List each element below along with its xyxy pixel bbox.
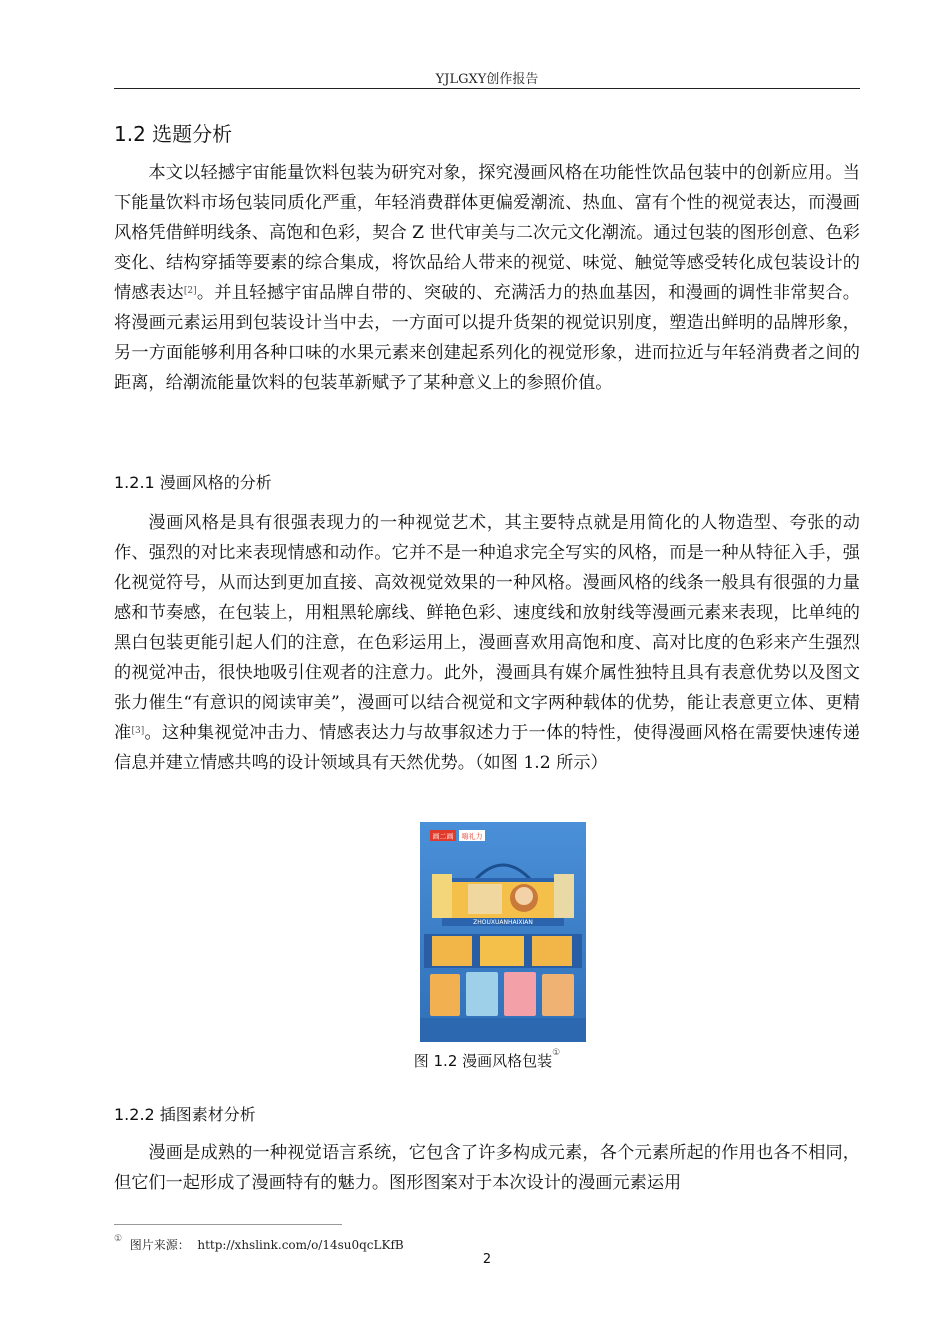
paragraph-text: 。并且轻撼宇宙品牌自带的、突破的、充满活力的热血基因，和漫画的调性非常契合。将漫画元素运用到包装设计当中去，一方面可以提升货架的视觉识别度，塑造出鲜明的品牌形象，另一方面能够利用各种口味的水果元素来创建起系列化的视觉形象，进而拉近与年轻消费者之间的距离，给潮流能量饮料的包装革新赋予了某种意义上的参照价值。: [114, 283, 860, 393]
paragraph-text: 本文以轻撼宇宙能量饮料包装为研究对象，探究漫画风格在功能性饮品包装中的创新应用。当下能量饮料市场包装同质化严重，年轻消费群体更偏爱潮流、热血、富有个性的视觉表达，而漫画风格凭借鲜明线条、高饱和色彩，契合 Z 世代审美与二次元文化潮流。通过包装的图形创意、色彩变化、结构穿插等要素的综合集成，将饮品给人带来的视觉、味觉、触觉等感受转化成包装设计的情感表达: [114, 163, 860, 303]
figure-package-text: ZHOUXUANHAIXIAN: [473, 919, 533, 926]
comic-packaging-photo: [420, 822, 586, 1042]
paragraph-text: 。这种集视觉冲击力、情感表达力与故事叙述力于一体的特性，使得漫画风格在需要快速传递信息并建立情感共鸣的设计领域具有天然优势。（如图 1.2 所示）: [114, 723, 860, 773]
footnote-mark[interactable]: ①: [552, 1048, 561, 1058]
section-title: 1.2 选题分析: [114, 122, 233, 146]
footnote: [114, 1236, 404, 1253]
subsection-title-illustration: 1.2.2 插图素材分析: [114, 1105, 256, 1124]
figure-label-right: 嗨礼力: [461, 832, 483, 841]
paragraph-text: 漫画风格是具有很强表现力的一种视觉艺术，其主要特点就是用简化的人物造型、夸张的动作、强烈的对比来表现情感和动作。它并不是一种追求完全写实的风格，而是一种从特征入手，强化视觉符号，从而达到更加直接、高效视觉效果的一种风格。漫画风格的线条一般具有很强的力量感和节奏感，在包装上，用粗黑轮廓线、鲜艳色彩、速度线和放射线等漫画元素来表现，比单纯的黑白包装更能引起人们的注意，在色彩运用上，漫画喜欢用高饱和度、高对比度的色彩来产生强烈的视觉冲击，很快地吸引住观者的注意力。此外，漫画具有媒介属性独特且具有表意优势以及图文张力催生“有意识的阅读审美”，漫画可以结合视觉和文字两种载体的优势，能让表意更立体、更精准: [114, 513, 860, 743]
caption-text: 图 1.2 漫画风格包装: [413, 1052, 553, 1070]
footnote-link[interactable]: http://xhslink.com/o/14su0qcLKfB: [197, 1238, 404, 1252]
figure-label-left: 画二画: [432, 832, 454, 841]
illustration-paragraph: 漫画是成熟的一种视觉语言系统，它包含了许多构成元素，各个元素所起的作用也各不相同，但它们一起形成了漫画特有的魅力。图形图案对于本次设计的漫画元素运用: [114, 1143, 860, 1193]
section-intro-paragraph: [114, 158, 860, 398]
footnote-rule: [114, 1224, 342, 1225]
subsection-title-comic-style: 1.2.1 漫画风格的分析: [114, 473, 272, 492]
running-header: YJLGXY创作报告: [435, 72, 539, 87]
comic-style-paragraph: [114, 508, 860, 778]
citation-ref[interactable]: [2]: [183, 286, 197, 296]
citation-ref[interactable]: [3]: [131, 726, 145, 736]
footnote-mark: ①: [114, 1234, 123, 1244]
header-rule: [114, 88, 860, 89]
figure-caption: [114, 1050, 860, 1071]
footnote-label: 图片来源：: [129, 1238, 190, 1252]
page-number: 2: [482, 1252, 492, 1267]
